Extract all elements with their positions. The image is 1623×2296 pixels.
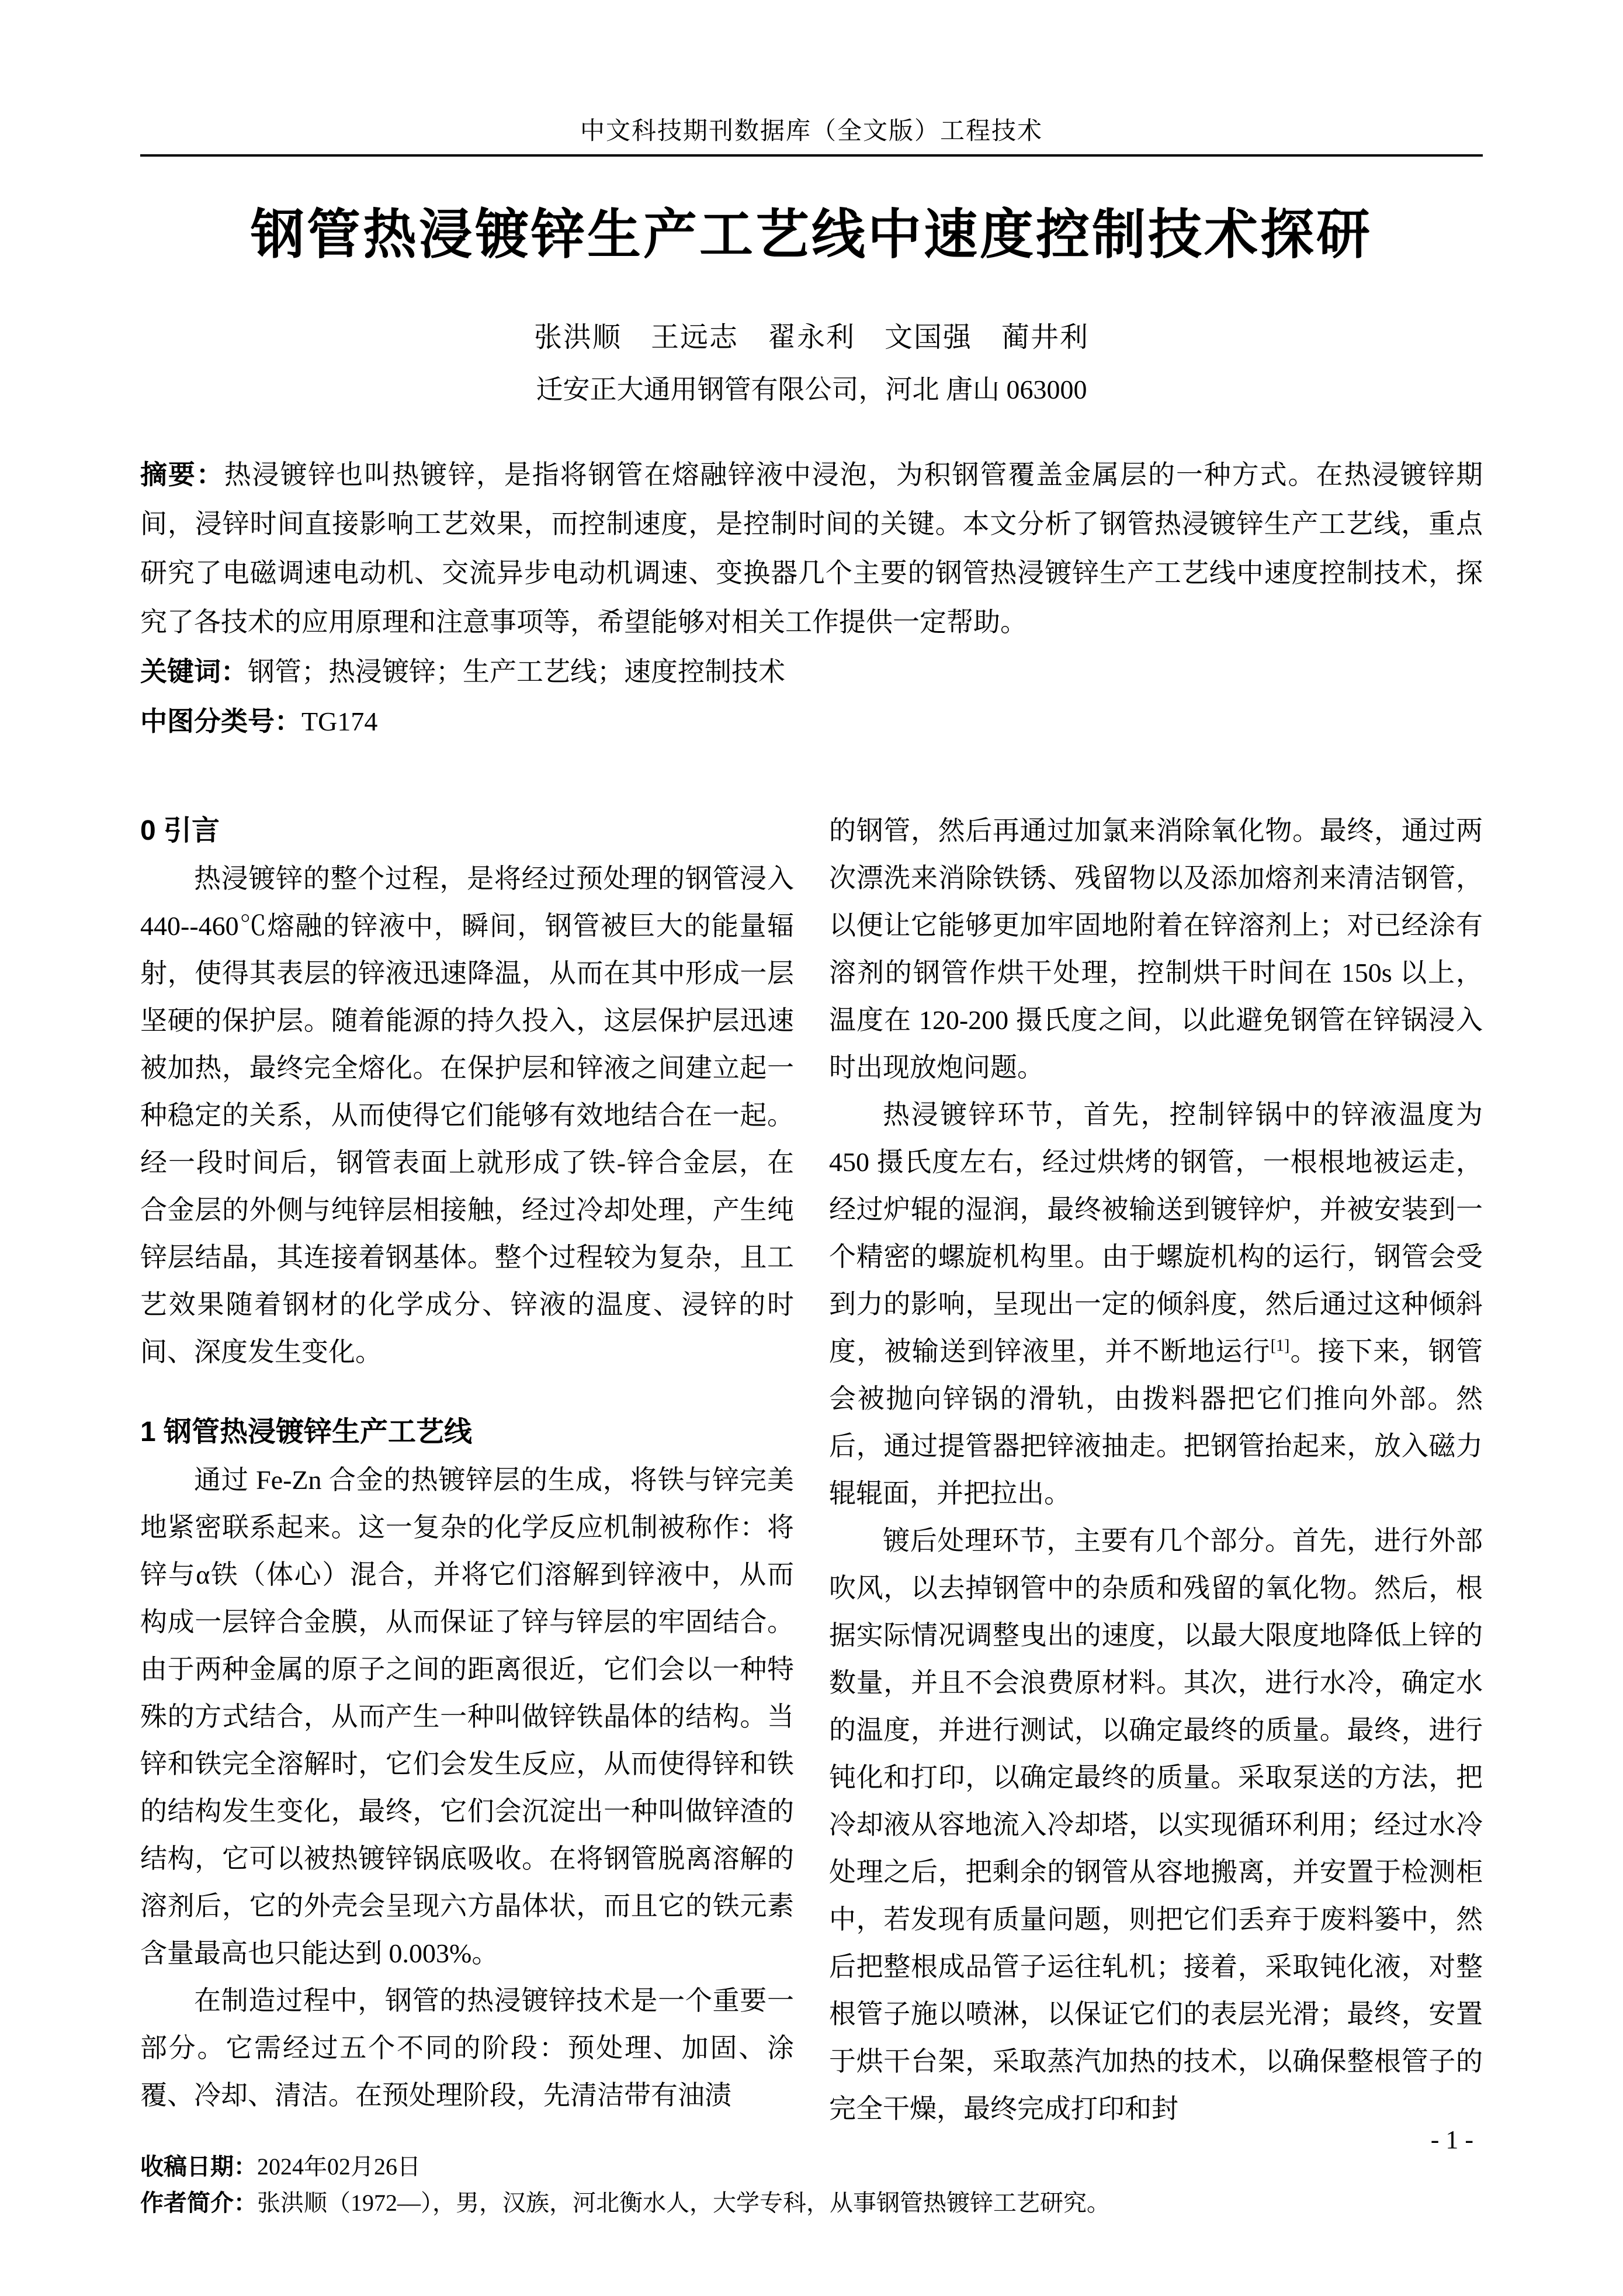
keywords-label: 关键词： <box>140 656 248 687</box>
keywords-text: 钢管；热浸镀锌；生产工艺线；速度控制技术 <box>248 657 785 687</box>
footnote-bio <box>140 2185 1483 2221</box>
section-1-paragraph-4: 镀后处理环节，主要有几个部分。首先，进行外部吹风，以去掉钢管中的杂质和残留的氧化物。然后，根据实际情况调整曳出的速度，以最大限度地降低上锌的数量，并且不会浪费原材料。其次，进行水冷，确定水的温度，并进行测试，以确定最终的质量。最终，进行钝化和打印，以确定最终的质量。采取泵送的方法，把冷却液从容地流入冷却塔，以实现循环利用；经过水冷处理之后，把剩余的钢管从容地搬离，并安置于检测柜中，若发现有质量问题，则把它们丢弃于废料篓中，然后把整根成品管子运往轧机；接着，采取钝化液，对整根管子施以喷淋，以保证它们的表层光滑；最终，安置于烘干台架，采取蒸汽加热的技术，以确保整根管子的完全干燥，最终完成打印和封 <box>829 1526 1483 2124</box>
author-bio-value: 张洪顺（1972—），男，汉族，河北衡水人，大学专科，从事钢管热镀锌工艺研究。 <box>257 2190 1110 2216</box>
abstract-text: 热浸镀锌也叫热镀锌，是指将钢管在熔融锌液中浸泡，为积钢管覆盖金属层的一种方式。在热浸镀锌期间，浸锌时间直接影响工艺效果，而控制速度，是控制时间的关键。本文分析了钢管热浸镀锌生产工艺线，重点研究了电磁调速电动机、交流异步电动机调速、变换器几个主要的钢管热浸镀锌生产工艺线中速度控制技术，探究了各技术的应用原理和注意事项等，希望能够对相关工作提供一定帮助。 <box>140 460 1483 637</box>
authors-line: 张洪顺 王远志 翟永利 文国强 蔺井利 <box>533 322 1089 353</box>
abstract-label: 摘要： <box>140 459 224 490</box>
section-1-heading: 1 钢管热浸镀锌生产工艺线 <box>140 1417 473 1447</box>
keywords-paragraph <box>140 647 1483 697</box>
two-column-body <box>140 807 1483 2132</box>
meta-block <box>140 450 1483 746</box>
paragraph-3-text-a: 热浸镀锌环节，首先，控制锌锅中的锌液温度为 450 摄氏度左右，经过烘烤的钢管，一根根地被运走，经过炉辊的湿润，最终被输送到镀锌炉，并被安装到一个精密的螺旋机构里。由于螺旋机构的运行，钢管会受到力的影响，呈现出一定的倾斜度，然后通过这种倾斜度，被输送到锌液里，并不断地运行 <box>829 1100 1483 1366</box>
page-number: - 1 - <box>1430 2125 1473 2154</box>
right-column <box>829 807 1483 2132</box>
clc-text: TG174 <box>301 707 378 736</box>
footnote-received <box>140 2149 1483 2185</box>
header-divider <box>140 154 1483 157</box>
footnote-block <box>140 2149 1483 2221</box>
left-column <box>140 807 794 2119</box>
affiliation-line: 迁安正大通用钢管有限公司，河北 唐山 063000 <box>536 375 1087 404</box>
section-0-heading: 0 引言 <box>140 815 220 846</box>
section-1-paragraph-2-right: 的钢管，然后再通过加氯来消除氧化物。最终，通过两次漂洗来消除铁锈、残留物以及添加熔剂来清洁钢管，以便让它能够更加牢固地附着在锌溶剂上；对已经涂有溶剂的钢管作烘干处理，控制烘干时间在 150s 以上，温度在 120-200 摄氏度之间，以此避免钢管在锌锅浸入时出现放炮问题。 <box>829 816 1483 1082</box>
paragraph-3-text-b: 。接下来，钢管会被抛向锌锅的滑轨，由拨料器把它们推向外部。然后，通过提管器把锌液抽走。把钢管抬起来，放入磁力辊辊面，并把拉出。 <box>829 1336 1483 1508</box>
clc-paragraph <box>140 697 1483 746</box>
section-1-paragraph-1: 通过 Fe-Zn 合金的热镀锌层的生成，将铁与锌完美地紧密联系起来。这一复杂的化学反应机制被称作：将锌与α铁（体心）混合，并将它们溶解到锌液中，从而构成一层锌合金膜，从而保证了锌与锌层的牢固结合。由于两种金属的原子之间的距离很近，它们会以一种特殊的方式结合，从而产生一种叫做锌铁晶体的结构。当锌和铁完全溶解时，它们会发生反应，从而使得锌和铁的结构发生变化，最终，它们会沉淀出一种叫做锌渣的结构，它可以被热镀锌锅底吸收。在将钢管脱离溶解的溶剂后，它的外壳会呈现六方晶体状，而且它的铁元素含量最高也只能达到 0.003%。 <box>140 1465 794 1968</box>
section-0-paragraph: 热浸镀锌的整个过程，是将经过预处理的钢管浸入 440--460℃熔融的锌液中，瞬间，钢管被巨大的能量辐射，使得其表层的锌液迅速降温，从而在其中形成一层坚硬的保护层。随着能源的持久投入，这层保护层迅速被加热，最终完全熔化。在保护层和锌液之间建立起一种稳定的关系，从而使得它们能够有效地结合在一起。经一段时间后，钢管表面上就形成了铁-锌合金层，在合金层的外侧与纯锌层相接触，经过冷却处理，产生纯锌层结晶，其连接着钢基体。整个过程较为复杂，且工艺效果随着钢材的化学成分、锌液的温度、浸锌的时间、深度发生变化。 <box>140 864 794 1367</box>
author-bio-label: 作者简介： <box>140 2190 257 2216</box>
reference-marker: [1] <box>1270 1336 1290 1355</box>
section-1-paragraph-3 <box>829 1091 1483 1517</box>
received-date-label: 收稿日期： <box>140 2154 257 2180</box>
abstract-paragraph <box>140 450 1483 647</box>
journal-header: 中文科技期刊数据库（全文版）工程技术 <box>580 118 1043 145</box>
received-date-value: 2024年02月26日 <box>257 2153 421 2180</box>
section-1-paragraph-2-left: 在制造过程中，钢管的热浸镀锌技术是一个重要一部分。它需经过五个不同的阶段：预处理、加固、涂覆、冷却、清洁。在预处理阶段，先清洁带有油渍 <box>140 1986 794 2110</box>
clc-label: 中图分类号： <box>140 706 301 736</box>
paper-title: 钢管热浸镀锌生产工艺线中速度控制技术探研 <box>250 205 1372 265</box>
